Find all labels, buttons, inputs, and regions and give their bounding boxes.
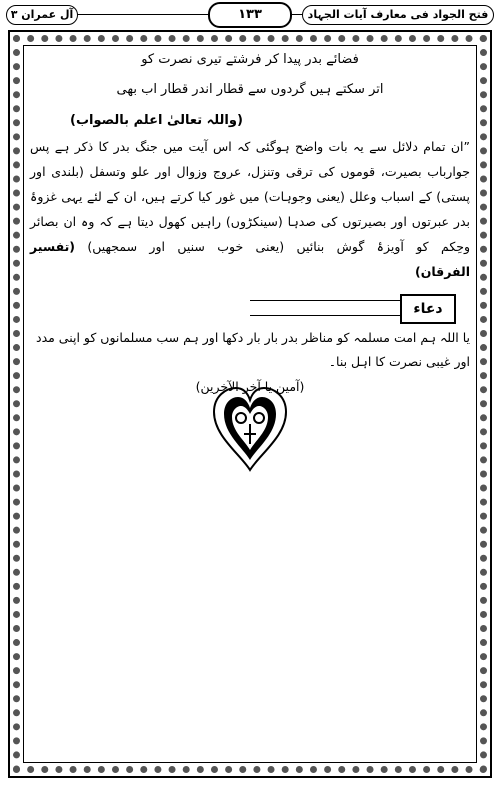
heart-ornament-icon <box>210 384 290 474</box>
source-citation: (تفسیر الفرقان) <box>30 239 470 279</box>
dua-heading-row <box>30 290 470 324</box>
book-title: فتح الجواد فی معارف آیات الجہاد <box>302 5 494 25</box>
paragraph-text: ”ان تمام دلائل سے یہ بات واضح ہوگئی کہ اس آیت میں جنگ بدر کا ذکر ہے پس جوارباب بصیرت، قوموں کی ترقی وتنزل، عروج وزوال اور علو وتسفل (بلندی اور پستی) کے اسباب وعلل (یعنی وجوہات) میں غور کیا کرتے ہیں، ان کے لئے یہی غزوۂ بدر عبرتوں اور بصیرتوں کی صدہا (سینکڑوں) راہیں کھول دیتا ہے کہ وہ ان بصائر وحِکم کو آویزۂ گوش بنائیں (یعنی خوب سنیں اور سمجھیں) <box>30 139 470 254</box>
page-content <box>30 45 470 400</box>
verse-line-2: اتر سکتے ہیں گردوں سے قطار اندر قطار اب بھی <box>116 82 384 97</box>
amen-line: (آمین یا آخر الآخرین) <box>195 379 305 394</box>
verse-line-1: فضائے بدر پیدا کر فرشتے تیری نصرت کو <box>141 52 359 67</box>
page-header <box>6 2 494 28</box>
dua-text: یا اللہ ہم امت مسلمہ کو مناظر بدر بار بار دکھا اور ہم سب مسلمانوں کو اپنی مدد اور غیبی نصرت کا اہل بنا۔ <box>36 330 470 369</box>
poetry-verse <box>30 45 470 105</box>
dua-heading: دعاء <box>400 294 456 324</box>
attribution: (واللہ تعالیٰ اعلم بالصواب) <box>70 113 243 128</box>
main-paragraph <box>30 134 470 284</box>
dua-heading-rule <box>250 300 400 316</box>
surah-label: آل عمران ۳ <box>6 5 78 25</box>
page-number: ۱۳۳ <box>208 2 292 28</box>
